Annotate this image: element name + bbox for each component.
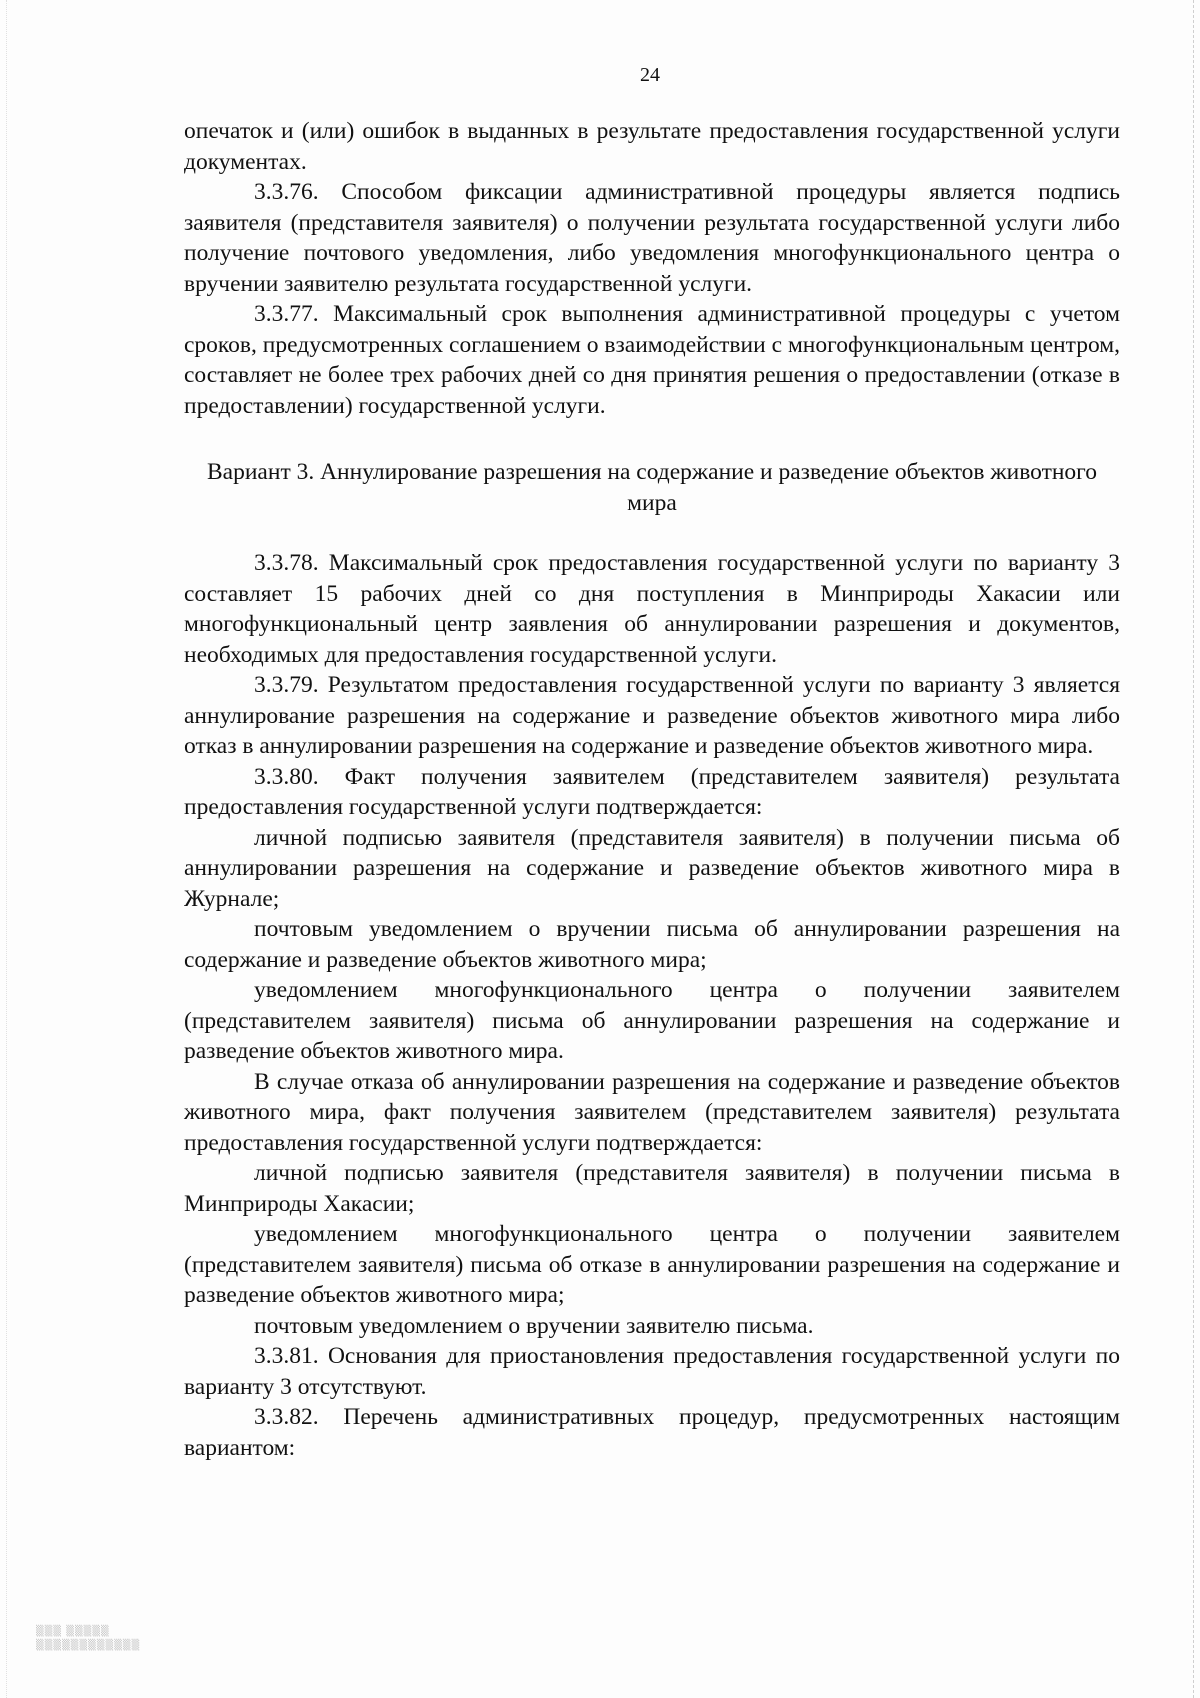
list-item-refusal-mfc-notice: уведомлением многофункционального центра о получении заявителем (представителем заявителя) письма об отказе в аннулировании разрешения на содержание и разведение объектов животного мира; xyxy=(184,1221,1120,1308)
document-body xyxy=(184,116,1120,1463)
scan-edge-right xyxy=(1192,0,1194,1698)
list-item-signature: личной подписью заявителя (представителя заявителя) в получении письма об аннулировании разрешения на содержание и разведение объектов животного мира в Журнале; xyxy=(184,824,1120,912)
list-item-mfc-notice: уведомлением многофункционального центра о получении заявителем (представителем заявителя) письма об аннулировании разрешения на содержание и разведение объектов животного мира. xyxy=(184,977,1120,1064)
paragraph-3-3-81: 3.3.81. Основания для приостановления предоставления государственной услуги по варианту 3 отсутствуют. xyxy=(184,1343,1120,1400)
paragraph-3-3-77: 3.3.77. Максимальный срок выполнения административной процедуры с учетом сроков, предусмотренных соглашением о взаимодействии с многофункциональным центром, составляет не более трех рабочих дней со дня принятия решения о предоставлении (отказе в предоставлении) государственной услуги. xyxy=(184,301,1120,419)
paragraph-3-3-76: 3.3.76. Способом фиксации административной процедуры является подпись заявителя (представителя заявителя) о получении результата государственной услуги либо получение почтового уведомления, либо уведомления многофункционального центра о вручении заявителю результата государственной услуги. xyxy=(184,179,1120,297)
list-item-refusal-signature: личной подписью заявителя (представителя заявителя) в получении письма в Минприроды Хакасии; xyxy=(184,1160,1120,1217)
list-item-postal-notice: почтовым уведомлением о вручении письма об аннулировании разрешения на содержание и разведение объектов животного мира; xyxy=(184,916,1120,973)
paragraph-3-3-79: 3.3.79. Результатом предоставления государственной услуги по варианту 3 является аннулирование разрешения на содержание и разведение объектов животного мира либо отказ в аннулировании разрешения на содержание и разведение объектов животного мира. xyxy=(184,672,1120,759)
scan-edge-left xyxy=(6,0,8,1698)
paragraph-refusal-case: В случае отказа об аннулировании разрешения на содержание и разведение объектов животного мира, факт получения заявителем (представителем заявителя) результата предоставления государственной услуги подтверждается: xyxy=(184,1068,1120,1156)
section-heading: Вариант 3. Аннулирование разрешения на содержание и разведение объектов животного мира xyxy=(207,459,1097,516)
list-item-refusal-postal-notice: почтовым уведомлением о вручении заявителю письма. xyxy=(254,1312,814,1339)
faint-stamp-mark: ▒▒▒ ▒▒▒▒▒ ▒▒▒▒▒▒▒▒▒▒▒▒ xyxy=(36,1626,141,1651)
paragraph-3-3-82: 3.3.82. Перечень административных процедур, предусмотренных настоящим вариантом: xyxy=(184,1404,1120,1461)
paragraph-3-3-78: 3.3.78. Максимальный срок предоставления государственной услуги по варианту 3 составляет 15 рабочих дней со дня поступления в Минприроды Хакасии или многофункциональный центр заявления об аннулировании разрешения и документов, необходимых для предоставления государственной услуги. xyxy=(184,550,1120,668)
paragraph-3-3-80: 3.3.80. Факт получения заявителем (представителем заявителя) результата предоставления государственной услуги подтверждается: xyxy=(184,763,1120,820)
page-number: 24 xyxy=(640,64,660,86)
paragraph-continuation: опечаток и (или) ошибок в выданных в результате предоставления государственной услуги документах. xyxy=(184,118,1120,175)
